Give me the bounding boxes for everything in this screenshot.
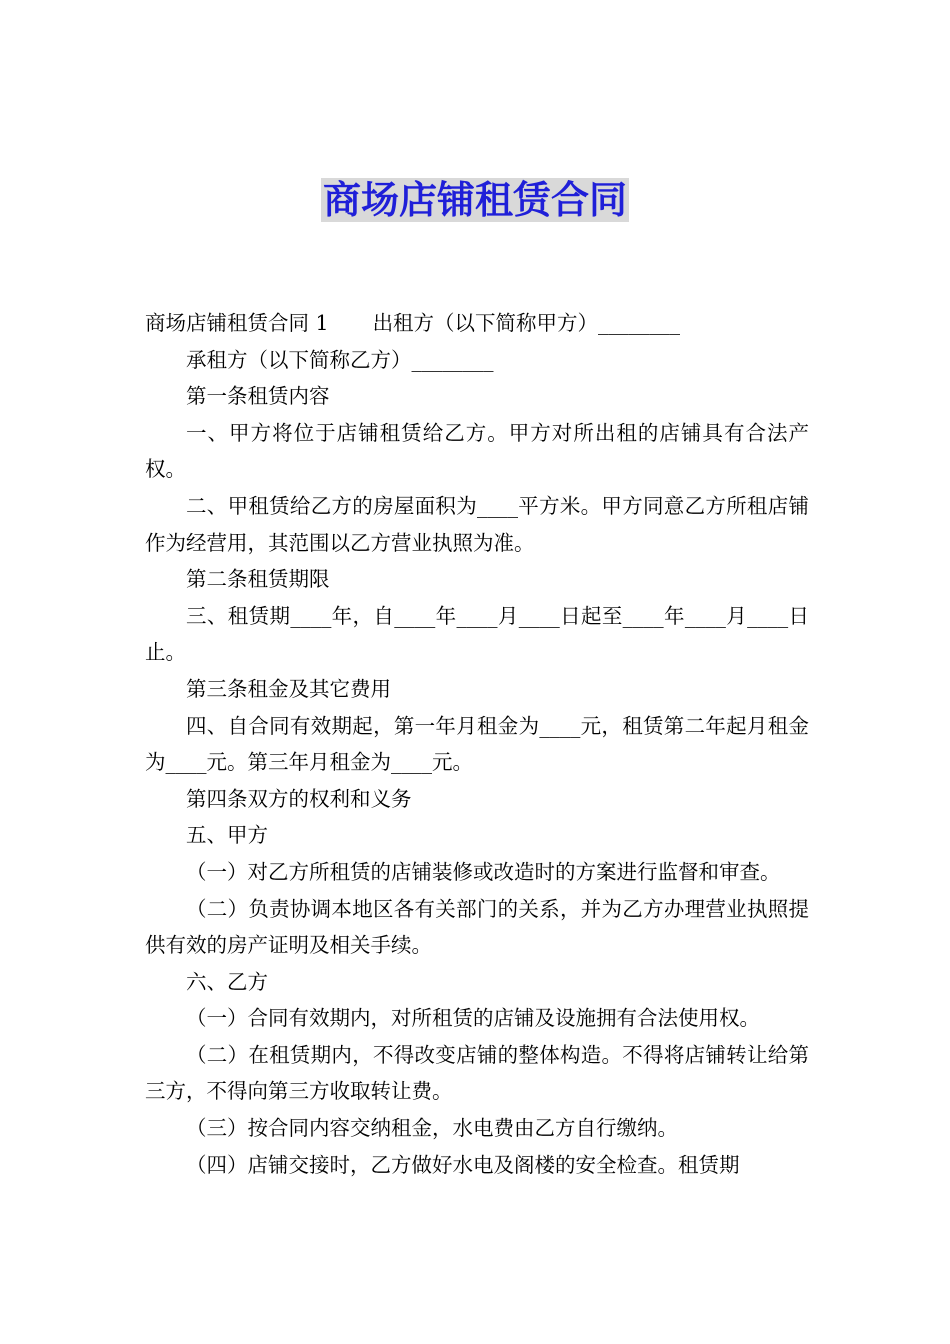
document-body (145, 305, 809, 1183)
paragraph: （一）合同有效期内，对所租赁的店铺及设施拥有合法使用权。 (186, 1006, 760, 1031)
paragraph: 承租方（以下简称乙方）________ (186, 347, 494, 372)
section-heading: 第二条租赁期限 (186, 567, 330, 592)
section-heading: 第四条双方的权利和义务 (186, 786, 412, 811)
paragraph: （三）按合同内容交纳租金，水电费由乙方自行缴纳。 (186, 1116, 678, 1141)
paragraph: 四、自合同有效期起，第一年月租金为____元，租赁第二年起月租金为____元。第三年月租金为____元。 (145, 713, 809, 775)
document-title (0, 177, 950, 223)
paragraph: 一、甲方将位于店铺租赁给乙方。甲方对所出租的店铺具有合法产权。 (145, 420, 809, 482)
section-heading: 第三条租金及其它费用 (186, 676, 391, 701)
section-heading: 第一条租赁内容 (186, 384, 330, 409)
paragraph: 六、乙方 (186, 969, 268, 994)
paragraph: （一）对乙方所租赁的店铺装修或改造时的方案进行监督和审查。 (186, 859, 781, 884)
paragraph: （二）负责协调本地区各有关部门的关系，并为乙方办理营业执照提供有效的房产证明及相关手续。 (145, 896, 809, 958)
paragraph: （四）店铺交接时，乙方做好水电及阁楼的安全检查。租赁期 (186, 1152, 740, 1177)
paragraph: 三、租赁期____年，自____年____月____日起至____年____月____日止。 (145, 603, 809, 665)
first-line (145, 305, 809, 342)
first-line-left: 商场店铺租赁合同 1 (145, 311, 329, 335)
paragraph: （二）在租赁期内，不得改变店铺的整体构造。不得将店铺转让给第三方，不得向第三方收取转让费。 (145, 1042, 809, 1104)
paragraph: 二、甲租赁给乙方的房屋面积为____平方米。甲方同意乙方所租店铺作为经营用，其范围以乙方营业执照为准。 (145, 493, 809, 555)
paragraph: 五、甲方 (186, 823, 268, 848)
first-line-right: 出租方（以下简称甲方）________ (372, 311, 681, 335)
title-text: 商场店铺租赁合同 (322, 178, 627, 222)
